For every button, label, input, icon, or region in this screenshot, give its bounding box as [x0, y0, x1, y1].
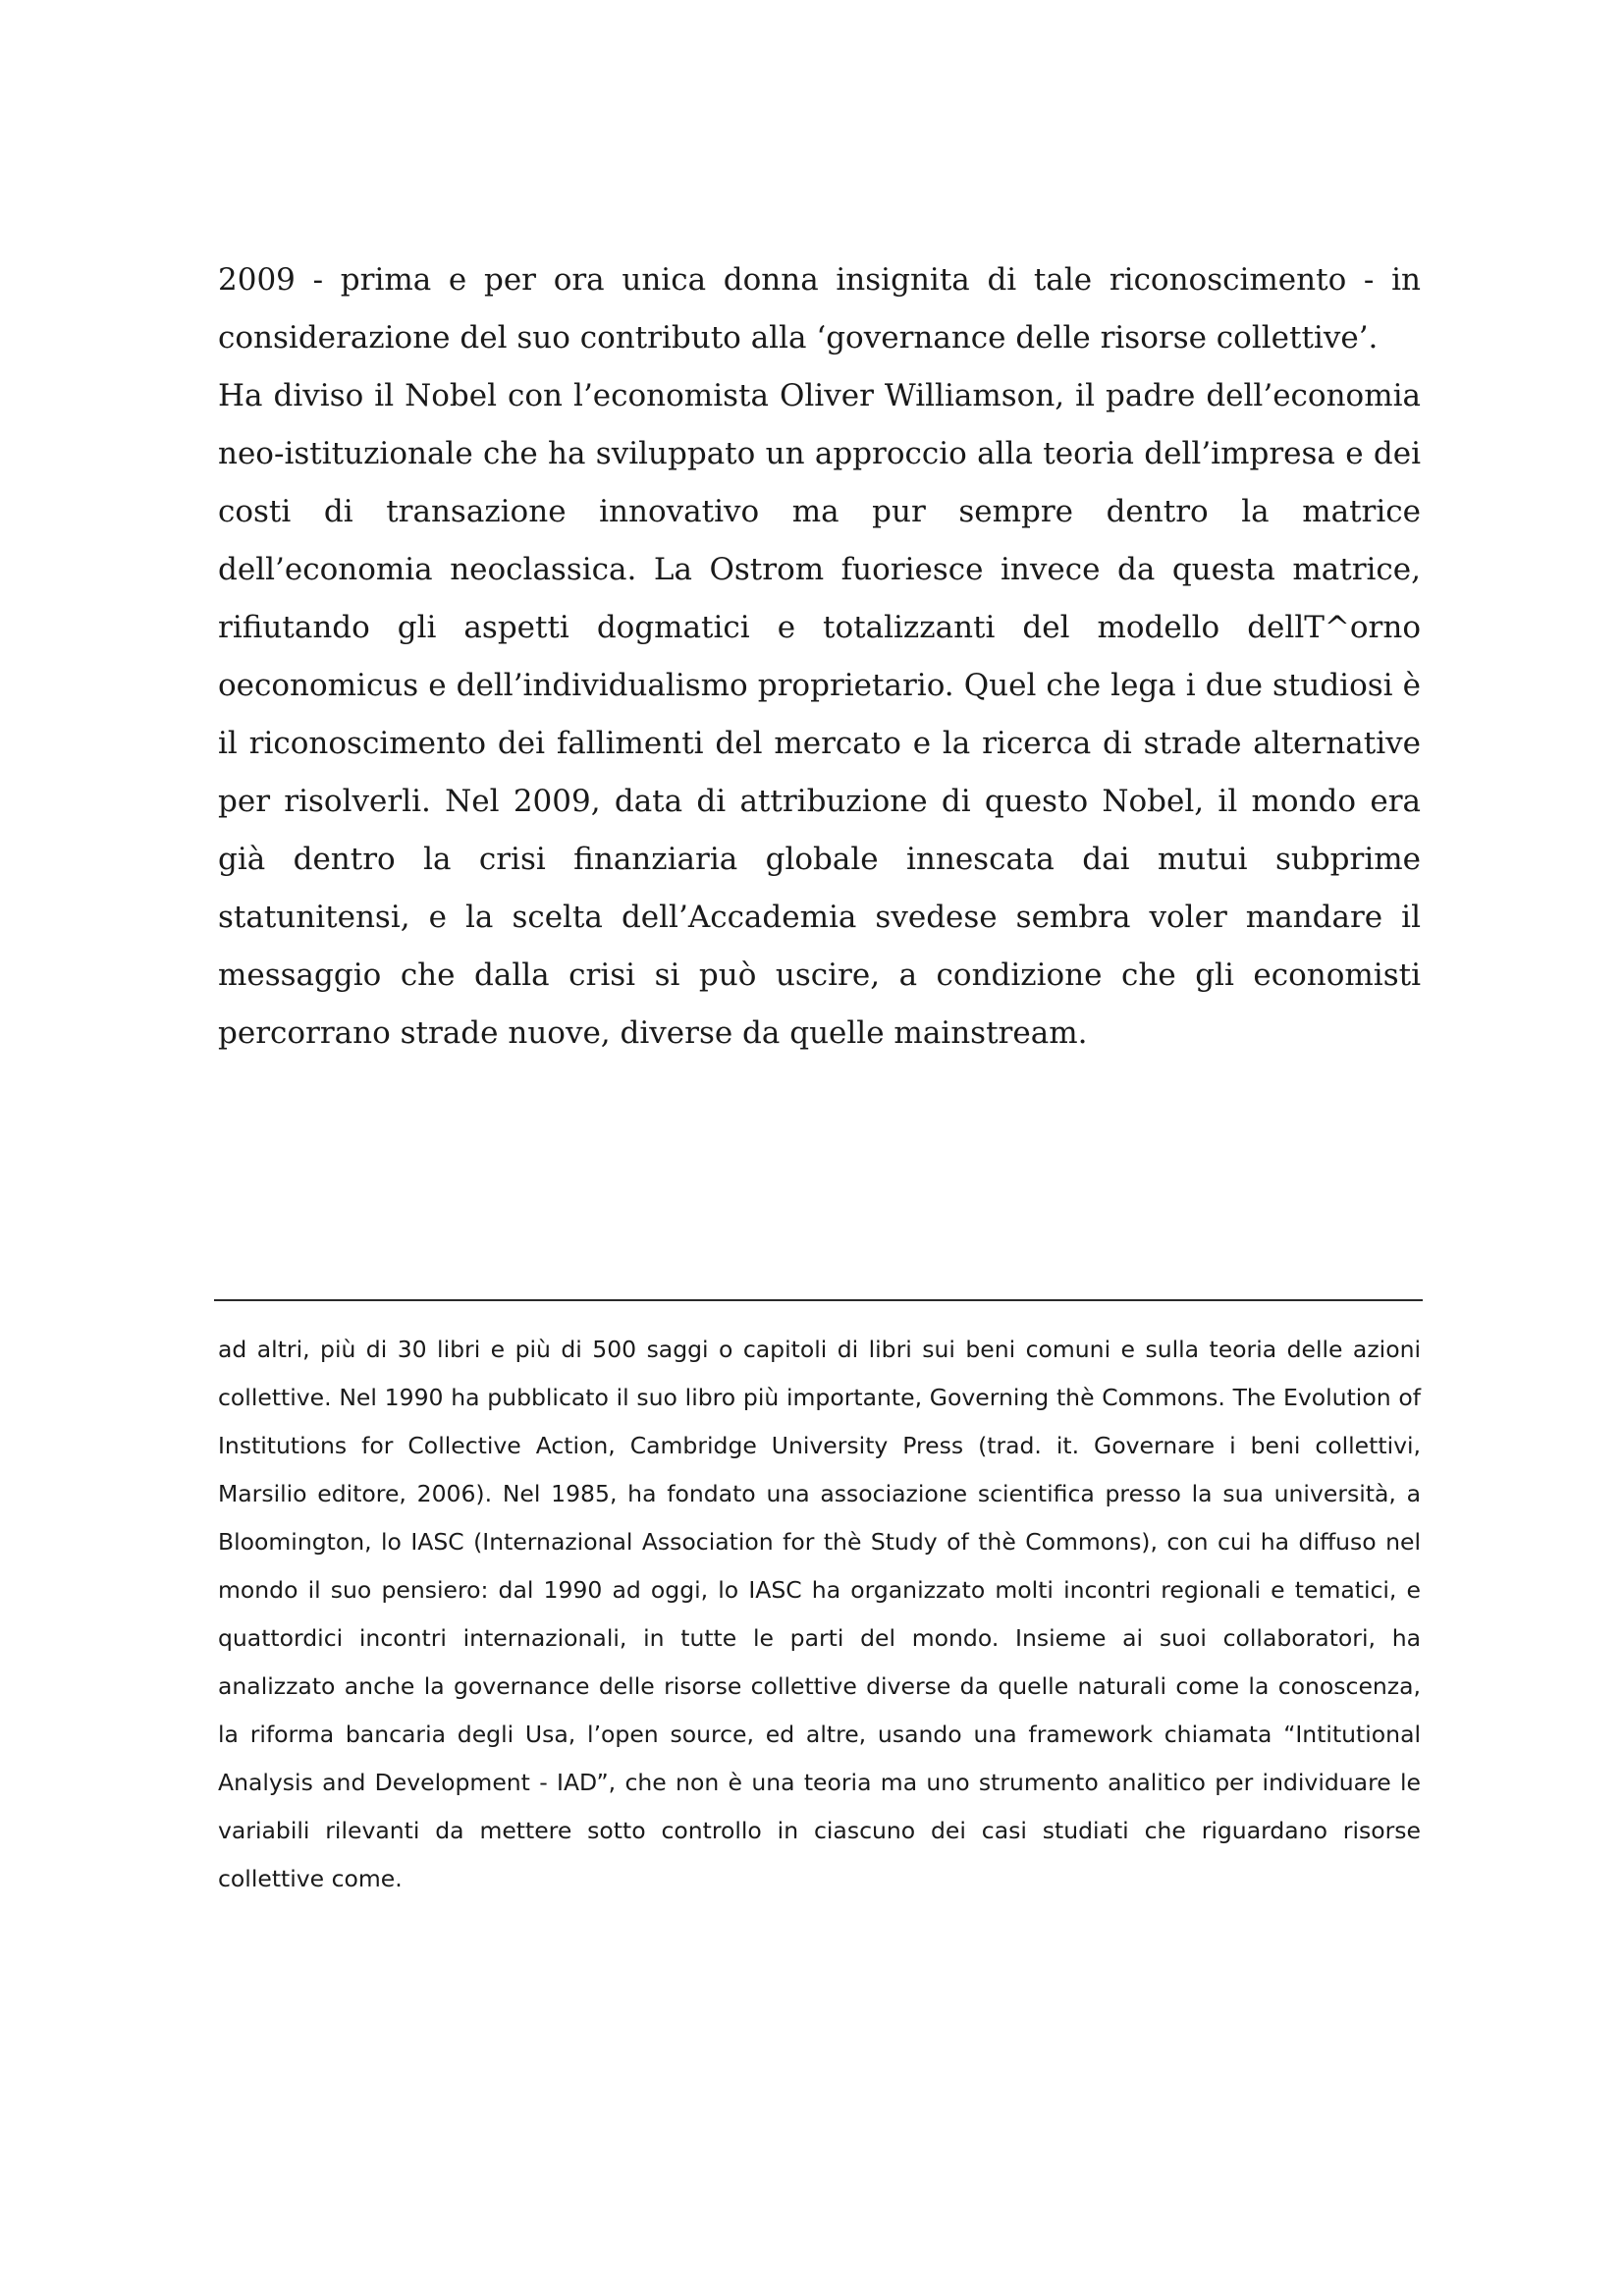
- paragraph-2: Ha diviso il Nobel con l’economista Oliver Williamson, il padre dell’economia neo-istituzionale che ha sviluppato un approccio alla teoria dell’impresa e dei costi di transazione innovativo ma pur sempre dentro la matrice dell’economia neoclassica. La Ostrom fuoriesce invece da questa matrice, rifiutando gli aspetti dogmatici e totalizzanti del modello dellT^orno oeconomicus e dell’individualismo proprietario. Quel che lega i due studiosi è il riconoscimento dei fallimenti del mercato e la ricerca di strade alternative per risolverli. Nel 2009, data di attribuzione di questo Nobel, il mondo era già dentro la crisi finanziaria globale innescata dai mutui subprime statunitensi, e la scelta dell’Accademia svedese sembra voler mandare il messaggio che dalla crisi si può uscire, a condizione che gli economisti percorrano strade nuove, diverse da quelle mainstream.: [218, 378, 1421, 1051]
- footnote-text: ad altri, più di 30 libri e più di 500 saggi o capitoli di libri sui beni comuni e sulla teoria delle azioni collettive. Nel 1990 ha pubblicato il suo libro più importante, Governing thè Commons. The Evolution of Institutions for Collective Action, Cambridge University Press (trad. it. Governare i beni collettivi, Marsilio editore, 2006). Nel 1985, ha fondato una associazione scientifica presso la sua università, a Bloomington, lo IASC (Internazional Association for thè Study of thè Commons), con cui ha diffuso nel mondo il suo pensiero: dal 1990 ad oggi, lo IASC ha organizzato molti incontri regionali e tematici, e quattordici incontri internazionali, in tutte le parti del mondo. Insieme ai suoi collaboratori, ha analizzato anche la governance delle risorse collettive diverse da quelle naturali come la conoscenza, la riforma bancaria degli Usa, l’open source, ed altre, usando una framework chiamata “Intitutional Analysis and Development - IAD”, che non è una teoria ma uno strumento analitico per individuare le variabili rilevanti da mettere sotto controllo in ciascuno dei casi studiati che riguardano risorse collettive come.: [218, 1336, 1421, 1892]
- footnote-separator: [214, 1299, 1423, 1301]
- footnote: [218, 1326, 1421, 1903]
- paragraph-1: 2009 - prima e per ora unica donna insignita di tale riconoscimento - in considerazione del suo contributo alla ‘governance delle risorse collettive’.: [218, 262, 1421, 355]
- main-text: [218, 251, 1421, 1063]
